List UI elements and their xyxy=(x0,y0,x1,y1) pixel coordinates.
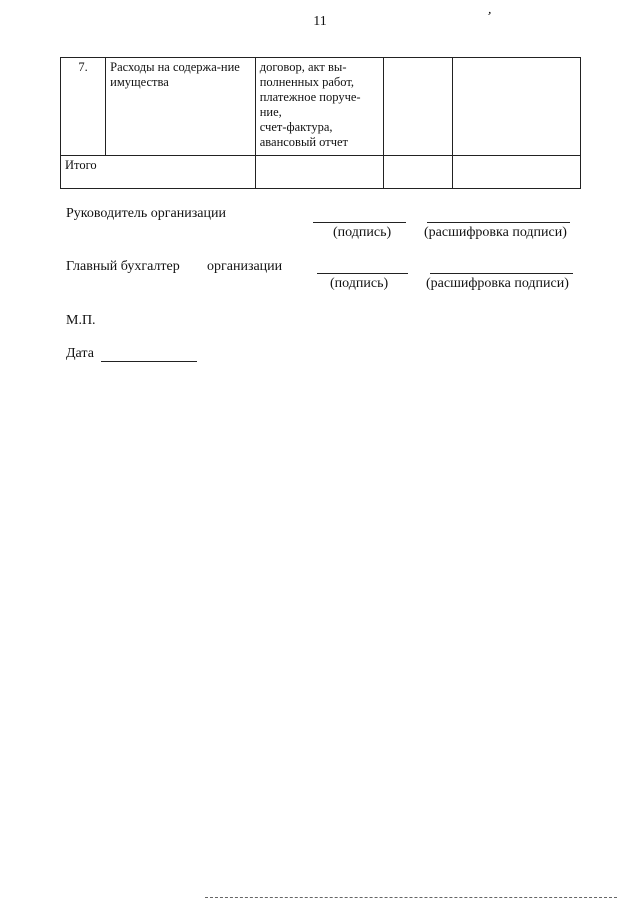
page-number: 11 xyxy=(313,14,327,29)
docs-line: платежное поруче- xyxy=(259,90,361,104)
docs-line: полненных работ, xyxy=(259,75,355,89)
expenses-table xyxy=(60,57,581,189)
total-extra-cell-1 xyxy=(384,156,453,189)
row-number-cell: 7. xyxy=(61,58,106,156)
row-name-cell xyxy=(106,58,256,156)
corner-mark: ’ xyxy=(484,9,493,26)
row-docs-cell xyxy=(255,58,383,156)
head-label: Руководитель организации xyxy=(66,206,226,221)
total-label-cell: Итого xyxy=(61,156,256,189)
head-decoding-caption: (расшифровка подписи) xyxy=(424,225,567,240)
head-signature-line xyxy=(313,222,406,223)
stamp-label: М.П. xyxy=(66,313,96,328)
row-extra-cell-2 xyxy=(453,58,581,156)
table-row xyxy=(61,58,581,156)
accountant-signature-line xyxy=(317,273,408,274)
total-extra-cell-2 xyxy=(453,156,581,189)
footer-rule xyxy=(205,897,617,898)
total-docs-cell xyxy=(255,156,383,189)
row-extra-cell-1 xyxy=(384,58,453,156)
accountant-org-label: организации xyxy=(207,259,283,274)
head-decoding-line xyxy=(427,222,570,223)
date-line xyxy=(101,361,197,362)
date-label: Дата xyxy=(66,346,94,361)
docs-line: авансовый отчет xyxy=(259,135,349,149)
docs-line: счет-фактура, xyxy=(259,120,333,134)
row-name-text: Расходы на содержа-ние имущества xyxy=(110,60,240,89)
accountant-signature-caption: (подпись) xyxy=(330,276,389,291)
table-total-row xyxy=(61,156,581,189)
accountant-label: Главный бухгалтер xyxy=(66,259,180,274)
accountant-decoding-caption: (расшифровка подписи) xyxy=(426,276,569,291)
docs-line: договор, акт вы- xyxy=(259,60,347,74)
head-signature-caption: (подпись) xyxy=(333,225,392,240)
docs-line: ние, xyxy=(259,105,282,119)
accountant-decoding-line xyxy=(430,273,573,274)
